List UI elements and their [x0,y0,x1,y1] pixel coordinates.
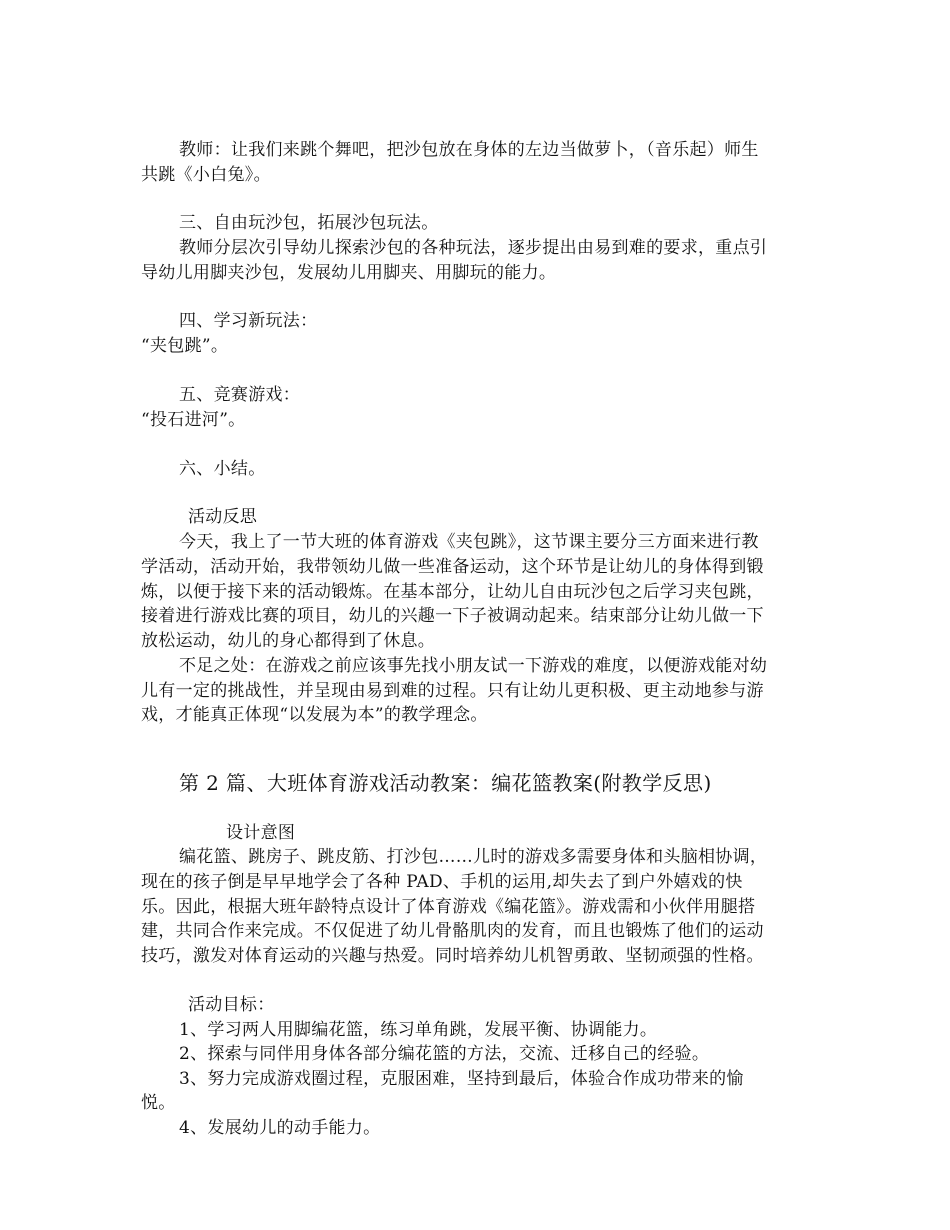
paragraph-line: 乐。因此，根据大班年龄特点设计了体育游戏《编花篮》。游戏需和小伙伴用腿搭 [141,897,756,917]
goal-item: 4、发展幼儿的动手能力。 [179,1118,381,1138]
article-heading: 第 2 篇、大班体育游戏活动教案：编花篮教案(附教学反思) [179,771,712,795]
step-title: 五、竞赛游戏： [179,385,301,405]
paragraph-line: 放松运动，幼儿的身心都得到了休息。 [141,631,436,651]
paragraph-line: “投石进河”。 [141,410,246,430]
step-title: 三、自由玩沙包，拓展沙包玩法。 [179,213,439,233]
goals-title: 活动目标： [188,995,275,1015]
paragraph-line: 导幼儿用脚夹沙包，发展幼儿用脚夹、用脚玩的能力。 [141,263,557,283]
goal-item: 1、学习两人用脚编花篮，练习单角跳，发展平衡、协调能力。 [179,1020,658,1040]
paragraph-line: 戏，才能真正体现“以发展为本”的教学理念。 [141,705,488,725]
paragraph-line: 今天，我上了一节大班的体育游戏《夹包跳》，这节课主要分三方面来进行教 [179,532,759,552]
paragraph-line: 教师：让我们来跳个舞吧，把沙包放在身体的左边当做萝卜，（音乐起）师生 [179,140,759,160]
step-title: 四、学习新玩法： [179,311,318,331]
paragraph-line: 不足之处：在游戏之前应该事先找小朋友试一下游戏的难度，以便游戏能对幼 [179,656,768,676]
paragraph-line: 共跳《小白兔》。 [141,165,271,185]
paragraph-line: 技巧，激发对体育运动的兴趣与热爱。同时培养幼儿机智勇敢、坚韧顽强的性格。 [141,946,764,966]
paragraph-line: 学活动，活动开始，我带领幼儿做一些准备运动，这个环节是让幼儿的身体得到锻 [141,557,764,577]
paragraph-line: 儿有一定的挑战性，并呈现由易到难的过程。只有让幼儿更积极、更主动地参与游 [141,681,764,701]
reflection-title: 活动反思 [188,507,258,527]
goal-item: 2、探索与同伴用身体各部分编花篮的方法，交流、迁移自己的经验。 [179,1044,710,1064]
goal-item: 悦。 [141,1093,176,1113]
step-title: 六、小结。 [179,459,266,479]
paragraph-line: 教师分层次引导幼儿探索沙包的各种玩法，逐步提出由易到难的要求，重点引 [179,238,768,258]
paragraph-line: 现在的孩子倒是早早地学会了各种 PAD、手机的运用,却失去了到户外嬉戏的快 [141,872,743,892]
paragraph-line: 建，共同合作来完成。不仅促进了幼儿骨骼肌肉的发育，而且也锻炼了他们的运动 [141,921,764,941]
paragraph-line: 炼，以便于接下来的活动锻炼。在基本部分，让幼儿自由玩沙包之后学习夹包跳， [141,582,764,602]
goal-item: 3、努力完成游戏圈过程，克服困难，坚持到最后，体验合作成功带来的愉 [179,1069,744,1089]
design-title: 设计意图 [226,823,296,843]
paragraph-line: “夹包跳”。 [141,336,229,356]
paragraph-line: 编花篮、跳房子、跳皮筋、打沙包……儿时的游戏多需要身体和头脑相协调， [179,847,768,867]
paragraph-line: 接着进行游戏比赛的项目，幼儿的兴趣一下子被调动起来。结束部分让幼儿做一下 [141,606,764,626]
